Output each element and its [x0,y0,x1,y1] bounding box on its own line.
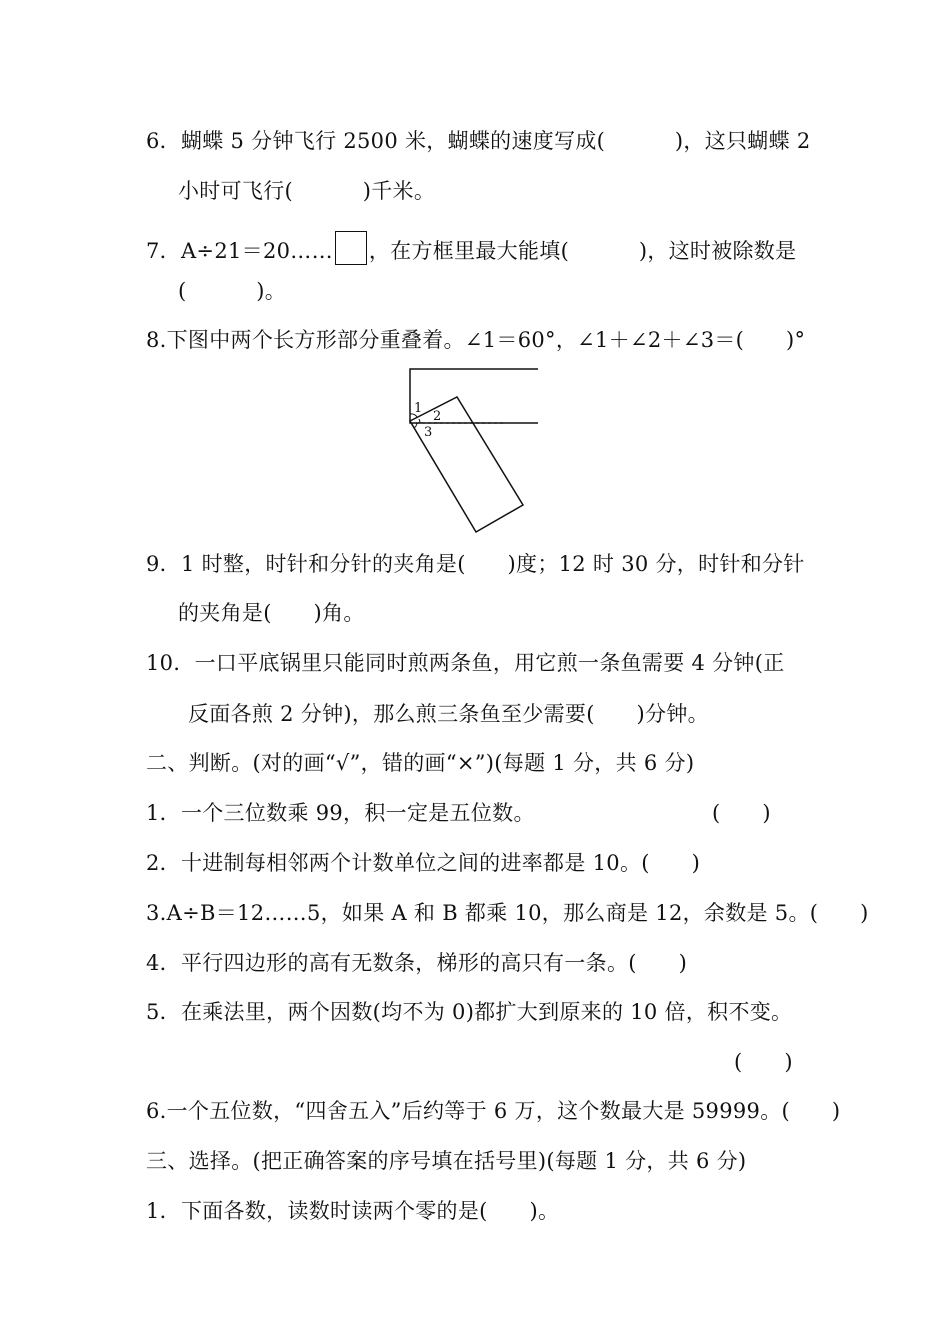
judge-item-6: 6.一个五位数，“四舍五入”后约等于 6 万，这个数最大是 59999。( ) [146,1099,841,1123]
overlapping-rectangles-figure [400,364,550,539]
q6-line-2: 小时可飞行( )千米。 [178,179,436,203]
q7-line-1 [146,231,796,266]
angle-label-2: 2 [433,409,442,424]
answer-box [335,231,367,265]
q7-text-before-box: 7．A÷21＝20…… [146,239,333,263]
tilted-rectangle-outline [410,397,523,532]
choice-item-1: 1．下面各数，读数时读两个零的是( )。 [146,1199,560,1223]
judge-item-2: 2．十进制每相邻两个计数单位之间的进率都是 10。( ) [146,851,701,875]
q10-line-1: 10．一口平底锅里只能同时煎两条鱼，用它煎一条鱼需要 4 分钟(正 [146,651,785,675]
judge-item-1: 1．一个三位数乘 99，积一定是五位数。 [146,801,535,825]
judge-item-3: 3.A÷B＝12……5，如果 A 和 B 都乘 10，那么商是 12，余数是 5。( ) [146,901,869,925]
section-2-heading: 二、判断。(对的画“√”，错的画“×”)(每题 1 分，共 6 分) [146,751,695,775]
angle-label-3: 3 [424,425,433,440]
judge-item-1-blank: ( ) [712,801,771,825]
angle-label-1: 1 [414,401,423,416]
section-3-heading: 三、选择。(把正确答案的序号填在括号里)(每题 1 分，共 6 分) [146,1149,747,1173]
q7-line-2: ( )。 [178,279,287,303]
q10-line-2: 反面各煎 2 分钟)，那么煎三条鱼至少需要( )分钟。 [188,702,709,726]
q9-line-1: 9．1 时整，时针和分针的夹角是( )度；12 时 30 分，时针和分针 [146,552,805,576]
judge-item-5: 5．在乘法里，两个因数(均不为 0)都扩大到原来的 10 倍，积不变。 [146,1000,793,1024]
q6-line-1: 6．蝴蝶 5 分钟飞行 2500 米，蝴蝶的速度写成( )，这只蝴蝶 2 [146,129,811,153]
q9-line-2: 的夹角是( )角。 [178,601,365,625]
judge-item-4: 4．平行四边形的高有无数条，梯形的高只有一条。( ) [146,951,688,975]
judge-item-5-blank: ( ) [734,1050,793,1074]
q7-text-after-box: ，在方框里最大能填( )，这时被除数是 [368,239,797,263]
q8-line-1: 8.下图中两个长方形部分重叠着。∠1＝60°，∠1＋∠2＋∠3＝( )° [146,328,806,352]
horizontal-rectangle-outline [410,369,538,423]
